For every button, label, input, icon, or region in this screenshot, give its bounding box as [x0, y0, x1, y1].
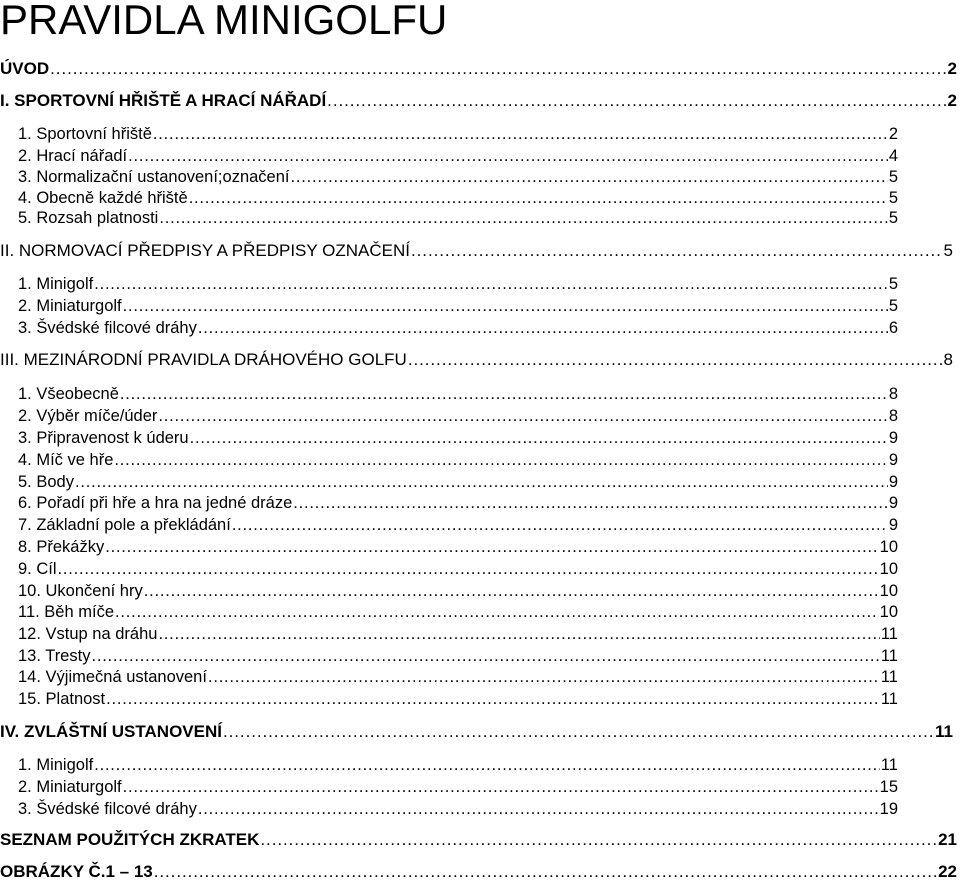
toc-entry-label: 3. Normalizační ustanovení;označení	[18, 168, 290, 186]
toc-entry-page: 9	[888, 494, 898, 512]
toc-entry-page: 11	[935, 722, 953, 741]
toc-entry-page: 4	[888, 147, 898, 165]
toc-entry-page: 5	[888, 275, 898, 293]
toc-entry-label: 11. Běh míče	[18, 603, 114, 621]
toc-dot-leader	[327, 91, 946, 111]
toc-entry-3-14[interactable]	[18, 667, 898, 687]
toc-entry-label: OBRÁZKY Č.1 – 13	[0, 862, 153, 881]
toc-dot-leader	[58, 559, 879, 579]
toc-entry-page: 8	[888, 385, 898, 403]
toc-dot-leader	[94, 274, 888, 294]
toc-entry-page: 5	[943, 241, 953, 260]
toc-dot-leader	[128, 146, 888, 166]
toc-dot-leader	[408, 350, 943, 370]
toc-entry-page: 2	[888, 125, 898, 143]
toc-entry-label: 4. Obecně každé hřiště	[18, 189, 188, 207]
toc-dot-leader	[189, 188, 888, 208]
toc-entry-4-3[interactable]	[18, 799, 898, 819]
toc-entry-1-1[interactable]	[18, 124, 898, 144]
toc-entry-label: 15. Platnost	[18, 690, 106, 708]
toc-dot-leader	[114, 450, 887, 470]
toc-entry-2-3[interactable]	[18, 318, 898, 338]
toc-entry-page: 5	[888, 297, 898, 315]
toc-entry-page: 15	[879, 778, 898, 796]
toc-entry-3-6[interactable]	[18, 493, 898, 513]
toc-dot-leader	[198, 799, 879, 819]
toc-entry-page: 2	[947, 91, 957, 110]
toc-entry-chapter-4[interactable]	[0, 722, 953, 742]
toc-entry-3-15[interactable]	[18, 689, 898, 709]
toc-dot-leader	[293, 493, 888, 513]
toc-entry-uvod[interactable]	[0, 59, 957, 79]
toc-entry-label: III. MEZINÁRODNÍ PRAVIDLA DRÁHOVÉHO GOLFU	[0, 350, 407, 369]
toc-dot-leader	[75, 472, 888, 492]
toc-entry-3-3[interactable]	[18, 428, 898, 448]
toc-entry-label: 5. Rozsah platnosti	[18, 209, 159, 227]
toc-entry-label: ÚVOD	[0, 59, 50, 78]
toc-entry-page: 9	[888, 516, 898, 534]
toc-dot-leader	[106, 689, 880, 709]
toc-dot-leader	[154, 862, 937, 882]
toc-entry-page: 11	[880, 647, 898, 665]
toc-entry-page: 6	[888, 319, 898, 337]
toc-entry-page: 8	[888, 407, 898, 425]
toc-dot-leader	[223, 722, 934, 742]
document-title: PRAVIDLA MINIGOLFU	[0, 0, 448, 43]
toc-entry-3-10[interactable]	[18, 581, 898, 601]
toc-entry-label: 12. Vstup na dráhu	[18, 625, 158, 643]
toc-entry-label: 1. Sportovní hřiště	[18, 125, 152, 143]
toc-dot-leader	[123, 296, 888, 316]
toc-entry-3-7[interactable]	[18, 515, 898, 535]
toc-entry-label: 3. Švédské filcové dráhy	[18, 800, 197, 818]
toc-entry-chapter-2[interactable]	[0, 241, 953, 261]
toc-entry-label: 10. Ukončení hry	[18, 582, 143, 600]
toc-entry-2-2[interactable]	[18, 296, 898, 316]
toc-entry-label: 8. Překážky	[18, 538, 105, 556]
toc-entry-3-9[interactable]	[18, 559, 898, 579]
toc-entry-label: 1. Všeobecně	[18, 385, 119, 403]
toc-entry-3-4[interactable]	[18, 450, 898, 470]
toc-entry-label: II. NORMOVACÍ PŘEDPISY A PŘEDPISY OZNAČENÍ	[0, 241, 410, 260]
toc-dot-leader	[153, 124, 888, 144]
toc-dot-leader	[120, 384, 888, 404]
toc-dot-leader	[158, 624, 879, 644]
toc-entry-3-11[interactable]	[18, 602, 898, 622]
toc-entry-label: 2. Výběr míče/úder	[18, 407, 158, 425]
toc-dot-leader	[208, 667, 880, 687]
toc-entry-4-1[interactable]	[18, 755, 898, 775]
toc-entry-3-1[interactable]	[18, 384, 898, 404]
toc-entry-page: 10	[879, 538, 898, 556]
toc-dot-leader	[291, 167, 888, 187]
toc-entry-label: 1. Minigolf	[18, 756, 94, 774]
toc-dot-leader	[190, 428, 888, 448]
toc-dot-leader	[158, 406, 887, 426]
toc-dot-leader	[260, 830, 937, 850]
toc-entry-label: SEZNAM POUŽITÝCH ZKRATEK	[0, 830, 260, 849]
toc-entry-label: 2. Miniaturgolf	[18, 778, 122, 796]
toc-dot-leader	[144, 581, 879, 601]
toc-entry-label: 6. Pořadí při hře a hra na jedné dráze	[18, 494, 293, 512]
toc-entry-page: 8	[943, 350, 953, 369]
toc-entry-page: 5	[888, 189, 898, 207]
toc-dot-leader	[232, 515, 888, 535]
toc-entry-label: 5. Body	[18, 473, 74, 491]
toc-entry-label: 14. Výjimečná ustanovení	[18, 668, 207, 686]
toc-entry-page: 10	[879, 560, 898, 578]
toc-entry-4-2[interactable]	[18, 777, 898, 797]
toc-entry-chapter-3[interactable]	[0, 350, 953, 370]
toc-dot-leader	[198, 318, 888, 338]
toc-dot-leader	[411, 241, 943, 261]
toc-dot-leader	[50, 59, 946, 79]
toc-entry-page: 21	[938, 830, 957, 849]
toc-entry-3-13[interactable]	[18, 646, 898, 666]
toc-entry-page: 11	[880, 625, 898, 643]
toc-entry-label: 7. Základní pole a překládání	[18, 516, 231, 534]
toc-entry-page: 9	[888, 473, 898, 491]
toc-dot-leader	[159, 208, 887, 228]
toc-entry-label: IV. ZVLÁŠTNÍ USTANOVENÍ	[0, 722, 222, 741]
toc-entry-3-2[interactable]	[18, 406, 898, 426]
toc-entry-page: 11	[880, 668, 898, 686]
toc-entry-3-5[interactable]	[18, 472, 898, 492]
toc-entry-page: 10	[879, 603, 898, 621]
toc-entry-chapter-1[interactable]	[0, 91, 957, 111]
toc-dot-leader	[115, 602, 879, 622]
toc-entry-label: 2. Hrací nářadí	[18, 147, 128, 165]
toc-entry-page: 5	[888, 209, 898, 227]
toc-entry-page: 9	[888, 429, 898, 447]
toc-entry-label: I. SPORTOVNÍ HŘIŠTĚ A HRACÍ NÁŘADÍ	[0, 91, 327, 110]
toc-entry-1-5[interactable]	[18, 208, 898, 228]
toc-entry-3-8[interactable]	[18, 537, 898, 557]
toc-entry-page: 10	[879, 582, 898, 600]
toc-entry-page: 5	[888, 168, 898, 186]
toc-entry-label: 2. Miniaturgolf	[18, 297, 122, 315]
toc-entry-zkratky[interactable]	[0, 830, 957, 850]
toc-entry-page: 22	[938, 862, 957, 881]
toc-entry-3-12[interactable]	[18, 624, 898, 644]
toc-dot-leader	[105, 537, 878, 557]
toc-entry-1-2[interactable]	[18, 146, 898, 166]
toc-entry-label: 13. Tresty	[18, 647, 91, 665]
toc-entry-page: 9	[888, 451, 898, 469]
toc-entry-label: 9. Cíl	[18, 560, 57, 578]
toc-dot-leader	[94, 755, 880, 775]
toc-entry-2-1[interactable]	[18, 274, 898, 294]
toc-entry-page: 19	[879, 800, 898, 818]
toc-entry-label: 3. Švédské filcové dráhy	[18, 319, 197, 337]
toc-entry-label: 1. Minigolf	[18, 275, 94, 293]
toc-entry-label: 3. Připravenost k úderu	[18, 429, 189, 447]
toc-entry-page: 2	[947, 59, 957, 78]
toc-dot-leader	[123, 777, 879, 797]
toc-entry-1-4[interactable]	[18, 188, 898, 208]
toc-entry-obrazky[interactable]	[0, 862, 957, 882]
toc-dot-leader	[91, 646, 879, 666]
toc-entry-page: 11	[880, 690, 898, 708]
toc-entry-1-3[interactable]	[18, 167, 898, 187]
toc-entry-label: 4. Míč ve hře	[18, 451, 114, 469]
toc-entry-page: 11	[880, 756, 898, 774]
